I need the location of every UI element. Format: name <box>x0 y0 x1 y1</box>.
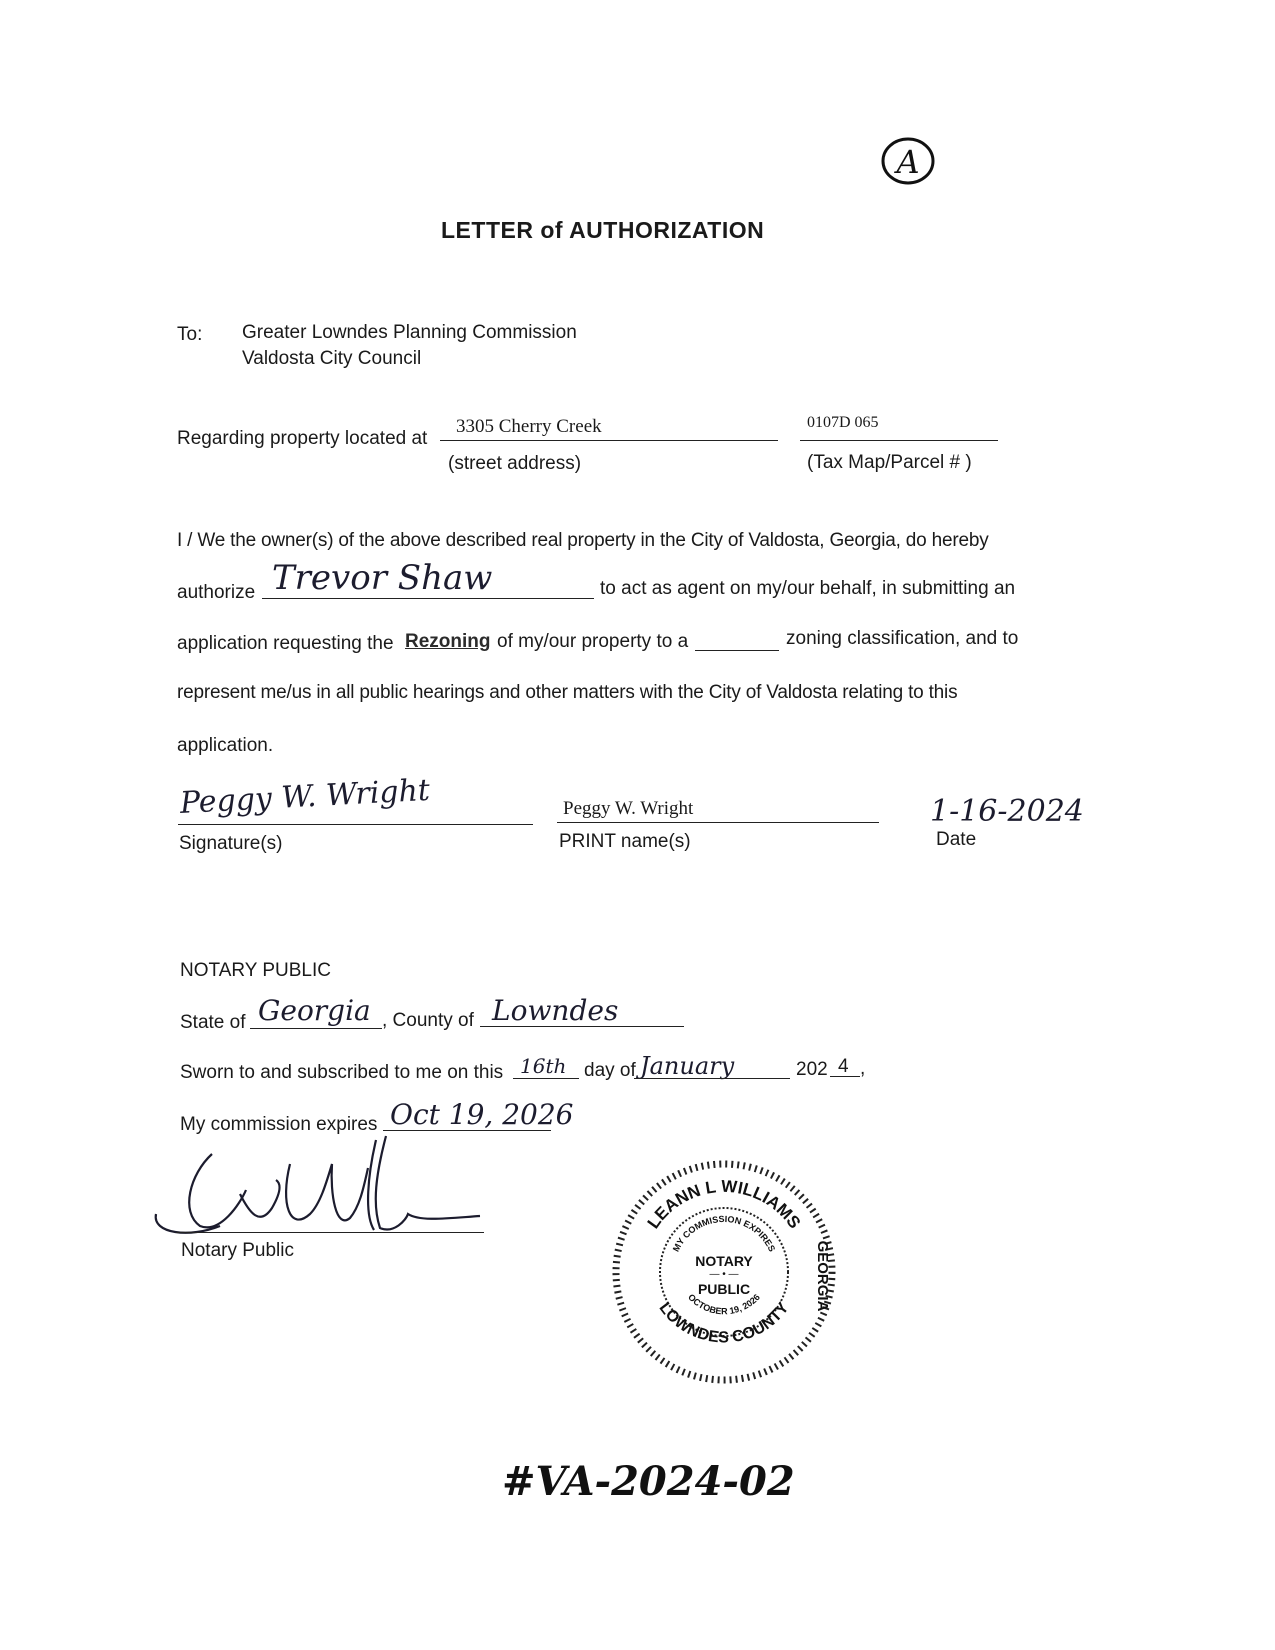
body-line-3-start: application requesting the <box>177 633 394 654</box>
corner-mark <box>880 134 936 190</box>
body-line-4: represent me/us in all public hearings and other matters with the City of Valdosta relating to this <box>177 682 958 703</box>
svg-text:MY COMMISSION EXPIRES: MY COMMISSION EXPIRES <box>670 1213 778 1254</box>
notary-signature-icon <box>150 1134 490 1244</box>
svg-text:— • —: — • — <box>709 1269 739 1280</box>
page-title: LETTER of AUTHORIZATION <box>441 217 765 243</box>
street-address: 3305 Cherry Creek <box>456 416 602 437</box>
year-comma: , <box>860 1058 866 1079</box>
notary-heading: NOTARY PUBLIC <box>180 960 331 981</box>
svg-text:LOWNDES COUNTY: LOWNDES COUNTY <box>655 1299 793 1347</box>
sworn-month: January <box>640 1052 735 1080</box>
date-handwritten: 1-16-2024 <box>930 794 1084 829</box>
recipient-1: Greater Lowndes Planning Commission <box>242 322 577 343</box>
case-number: #VA-2024-02 <box>502 1458 795 1505</box>
body-line-1: I / We the owner(s) of the above described real property in the City of Valdosta, Georgia, do hereby <box>177 530 989 551</box>
body-line-5: application. <box>177 735 274 756</box>
authorize-label: authorize <box>177 582 256 603</box>
signature-line <box>178 824 533 825</box>
year-prefix: 202 <box>796 1059 828 1080</box>
agent-line <box>262 598 594 599</box>
zoning-class-line <box>695 650 779 651</box>
state-label: State of <box>180 1012 246 1033</box>
date-caption: Date <box>936 829 977 850</box>
commission-line <box>383 1130 551 1131</box>
svg-text:LEANN L WILLIAMS: LEANN L WILLIAMS <box>643 1176 805 1233</box>
parcel-caption: (Tax Map/Parcel # ) <box>807 452 972 473</box>
state-line <box>250 1028 382 1029</box>
to-label: To: <box>177 324 203 345</box>
year-line <box>830 1076 860 1077</box>
body-line-3-end: zoning classification, and to <box>786 628 1019 649</box>
svg-text:PUBLIC: PUBLIC <box>697 1281 751 1297</box>
day-line <box>513 1078 579 1079</box>
svg-text:GEORGIA: GEORGIA <box>814 1240 831 1312</box>
county-label: , County of <box>382 1010 474 1031</box>
street-address-line <box>440 440 778 441</box>
notary-seal <box>608 1156 840 1388</box>
property-label: Regarding property located at <box>177 428 428 449</box>
notary-signature-line <box>176 1232 484 1233</box>
notary-caption: Notary Public <box>181 1240 294 1261</box>
agent-name: Trevor Shaw <box>272 558 493 598</box>
year-suffix: 4 <box>838 1056 849 1077</box>
parcel-line <box>800 440 998 441</box>
body-line-3-mid: of my/our property to a <box>497 631 689 652</box>
commission-date: Oct 19, 2026 <box>390 1098 574 1131</box>
svg-text:OCTOBER 19, 2026: OCTOBER 19, 2026 <box>686 1292 762 1317</box>
notary-signature-image <box>150 1134 490 1244</box>
parcel-number: 0107D 065 <box>807 414 879 431</box>
authorize-rest: to act as agent on my/our behalf, in submitting an <box>600 578 1016 599</box>
svg-text:LC Williams: LC Williams <box>316 1194 324 1195</box>
print-name-line <box>557 822 879 823</box>
notary-seal-icon <box>608 1156 840 1388</box>
svg-text:NOTARY: NOTARY <box>695 1253 753 1269</box>
street-address-caption: (street address) <box>448 453 582 474</box>
county-line <box>480 1026 684 1027</box>
recipient-2: Valdosta City Council <box>242 348 422 369</box>
day-of-label: day of <box>584 1060 636 1081</box>
svg-text:A: A <box>896 143 920 181</box>
month-line <box>634 1078 790 1079</box>
circled-letter-icon <box>880 134 936 190</box>
state-value: Georgia <box>258 994 371 1027</box>
commission-label: My commission expires <box>180 1114 378 1135</box>
print-name: Peggy W. Wright <box>563 798 694 819</box>
signature-caption: Signature(s) <box>179 833 283 854</box>
print-caption: PRINT name(s) <box>559 831 691 852</box>
county-value: Lowndes <box>492 994 619 1027</box>
owner-signature: Peggy W. Wright <box>179 772 431 821</box>
sworn-day: 16th <box>520 1054 567 1078</box>
request-type: Rezoning <box>405 631 491 652</box>
sworn-label: Sworn to and subscribed to me on this <box>180 1062 504 1083</box>
